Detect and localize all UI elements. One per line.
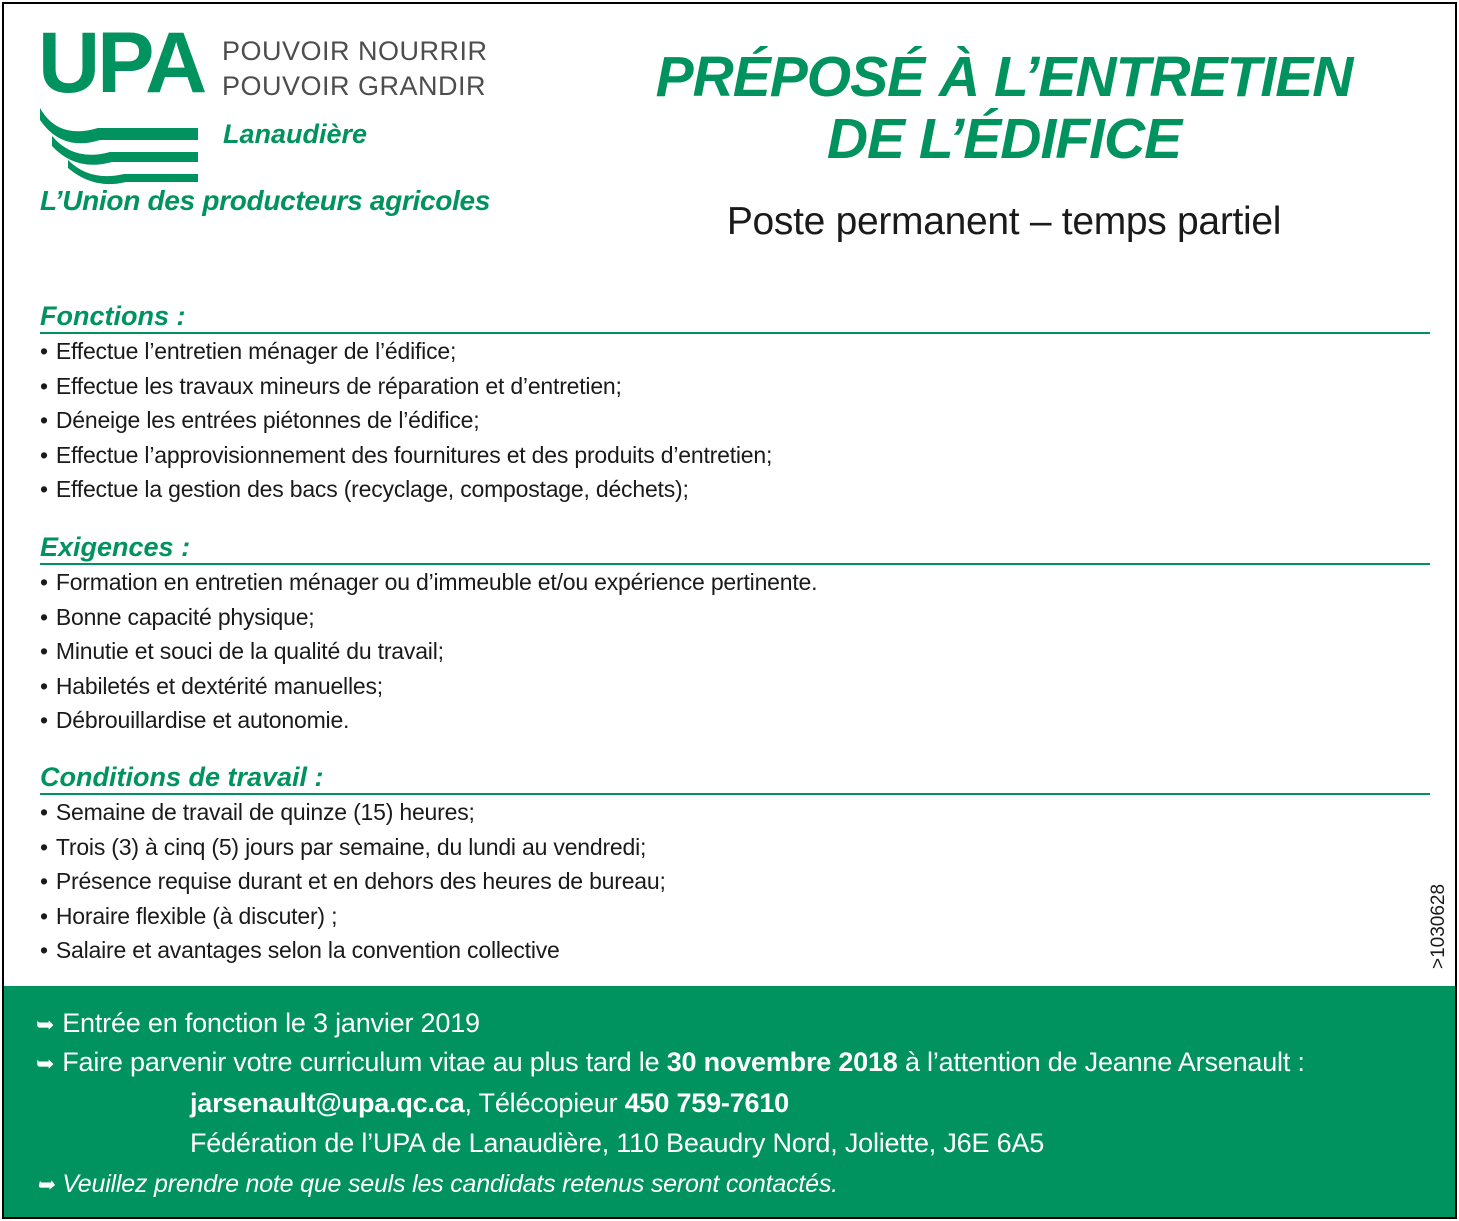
organization-name: L’Union des producteurs agricoles xyxy=(40,185,491,216)
list-item: • Semaine de travail de quinze (15) heures; xyxy=(40,795,1430,830)
list-item: • Formation en entretien ménager ou d’immeuble et/ou expérience pertinente. xyxy=(40,565,1430,600)
apply-suffix: à l’attention de Jeanne Arsenault : xyxy=(897,1047,1305,1077)
note-line xyxy=(36,1170,838,1199)
list-item: • Effectue l’approvisionnement des fournitures et des produits d’entretien; xyxy=(40,438,1430,473)
arrow-icon: ➥ xyxy=(36,1012,55,1037)
job-title xyxy=(564,46,1444,170)
apply-instructions-line xyxy=(36,1047,1305,1078)
reference-code: >1030628 xyxy=(1428,883,1449,969)
list-item: • Salaire et avantages selon la convention collective xyxy=(40,933,1430,968)
fax-label: , Télécopieur xyxy=(464,1088,625,1118)
contact-email-link[interactable]: jarsenault@upa.qc.ca xyxy=(190,1088,465,1118)
arrow-icon: ➥ xyxy=(36,1172,55,1197)
start-date-line xyxy=(36,1008,480,1039)
bullet-list xyxy=(40,565,1430,738)
region-name: Lanaudière xyxy=(223,119,368,149)
section-exigences xyxy=(40,531,1430,738)
list-item: • Minutie et souci de la qualité du travail; xyxy=(40,634,1430,669)
list-item: • Bonne capacité physique; xyxy=(40,600,1430,635)
slogan-line-1: POUVOIR NOURRIR xyxy=(222,36,488,66)
list-item: • Trois (3) à cinq (5) jours par semaine, du lundi au vendredi; xyxy=(40,830,1430,865)
section-heading: Fonctions : xyxy=(40,300,1430,334)
list-item: • Déneige les entrées piétonnes de l’édifice; xyxy=(40,403,1430,438)
application-info-band xyxy=(4,986,1455,1217)
fax-number: 450 759-7610 xyxy=(624,1088,789,1118)
section-conditions xyxy=(40,761,1430,968)
section-fonctions xyxy=(40,300,1430,507)
bullet-list xyxy=(40,334,1430,507)
list-item: • Habiletés et dextérité manuelles; xyxy=(40,669,1430,704)
contact-line xyxy=(190,1088,789,1119)
job-subtitle: Poste permanent – temps partiel xyxy=(726,200,1282,243)
list-item: • Effectue les travaux mineurs de réparation et d’entretien; xyxy=(40,369,1430,404)
section-heading: Conditions de travail : xyxy=(40,761,1430,795)
list-item: • Effectue l’entretien ménager de l’édifice; xyxy=(40,334,1430,369)
slogan-line-2: POUVOIR GRANDIR xyxy=(222,71,487,101)
list-item: • Débrouillardise et autonomie. xyxy=(40,703,1430,738)
arrow-icon: ➥ xyxy=(36,1051,55,1076)
job-title-line-2: DE L’ÉDIFICE xyxy=(826,107,1182,171)
job-ad xyxy=(2,2,1457,1219)
list-item: • Horaire flexible (à discuter) ; xyxy=(40,899,1430,934)
section-heading: Exigences : xyxy=(40,531,1430,565)
logo-mark: UPA xyxy=(38,15,205,111)
upa-logo xyxy=(36,15,536,225)
note-text: Veuillez prendre note que seuls les candidats retenus seront contactés. xyxy=(62,1170,838,1198)
list-item: • Effectue la gestion des bacs (recyclage, compostage, déchets); xyxy=(40,472,1430,507)
deadline-date: 30 novembre 2018 xyxy=(666,1047,898,1077)
logo-waves-icon xyxy=(38,100,198,185)
start-date-text: Entrée en fonction le 3 janvier 2019 xyxy=(62,1008,480,1038)
apply-prefix: Faire parvenir votre curriculum vitae au plus tard le xyxy=(62,1047,667,1077)
bullet-list xyxy=(40,795,1430,968)
address-line: Fédération de l’UPA de Lanaudière, 110 Beaudry Nord, Joliette, J6E 6A5 xyxy=(190,1128,1045,1158)
list-item: • Présence requise durant et en dehors des heures de bureau; xyxy=(40,864,1430,899)
job-title-line-1: PRÉPOSÉ À L’ENTRETIEN xyxy=(655,45,1353,109)
